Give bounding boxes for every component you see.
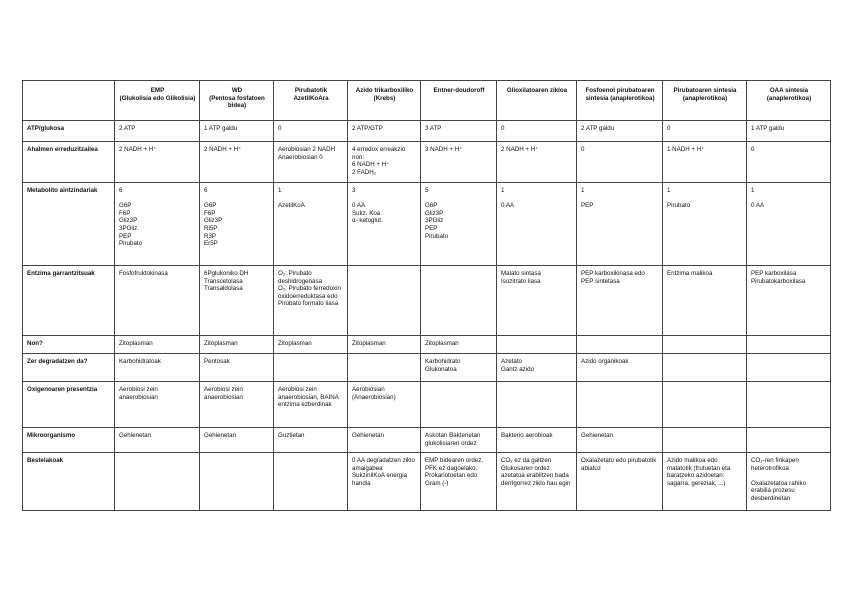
table-cell: 2 ATP galdu	[577, 121, 663, 142]
row-label: ATP/glukosa	[23, 121, 115, 142]
table-row	[23, 266, 831, 336]
column-header: Pirubatoaren sintesia (anaplerotikoa)	[663, 81, 747, 121]
table-cell: Azetato Gantz azido	[497, 354, 577, 382]
table-cell: 6 G6P F6P Gliz3P Ri5P R3P Er5P	[200, 183, 274, 266]
table-cell: Aerobiosi zein anaerobiosian	[115, 382, 200, 428]
row-label: Ahalmen erreduzitzailea	[23, 142, 115, 183]
table-cell: 3 ATP	[421, 121, 497, 142]
table-cell: Zitoplasman	[115, 336, 200, 354]
table-cell: Karbohidratoak	[115, 354, 200, 382]
table-cell	[663, 382, 747, 428]
column-header: Fosfoenol pirubatoaren sintesia (anaplerotikoa)	[577, 81, 663, 121]
column-header: Entner-doudoroff	[421, 81, 497, 121]
table-cell: 0	[274, 121, 348, 142]
table-cell: 6 G6P F6P Gliz3P 3PGliz. PEP Pirubato	[115, 183, 200, 266]
table-cell: 6Pglukoniko DH Transcetolasa Transaldolasa	[200, 266, 274, 336]
table-cell: 0	[747, 142, 831, 183]
table-cell: 1 AzetilKoA	[274, 183, 348, 266]
table-cell: Bakterio aerobioak	[497, 428, 577, 453]
table-cell: 1 ATP galdu	[200, 121, 274, 142]
table-cell: 5 G6P Gliz3P 3PGliz PEP Pirubato	[421, 183, 497, 266]
table-cell	[747, 428, 831, 453]
table-cell: Aerobiosi zein anaerobiosian	[200, 382, 274, 428]
table-cell: 1 NADH + H⁺	[663, 142, 747, 183]
table-cell: Malato sintasa Isozitrato liasa	[497, 266, 577, 336]
table-cell: 0	[577, 142, 663, 183]
table-cell: PEP karboxikinasa edo PEP sintetasa	[577, 266, 663, 336]
column-header: Pirubatotik AzetilKoAra	[274, 81, 348, 121]
table-cell	[577, 336, 663, 354]
metabolic-pathways-table	[22, 80, 831, 511]
table-cell: Zitoplasman	[200, 336, 274, 354]
table-cell	[577, 382, 663, 428]
table-cell	[348, 354, 421, 382]
table-cell	[348, 266, 421, 336]
row-label: Non?	[23, 336, 115, 354]
table-cell: 1 PEP	[577, 183, 663, 266]
table-cell	[663, 336, 747, 354]
table-cell: 1 Pirubato	[663, 183, 747, 266]
table-cell: Aerobiosian (Anaerobiosian)	[348, 382, 421, 428]
table-cell: 0	[663, 121, 747, 142]
table-row	[23, 121, 831, 142]
table-cell: 2 NADH + H⁺	[115, 142, 200, 183]
table-cell: Askotan Bakterietan glukolisiaren ordez	[421, 428, 497, 453]
column-header: Glioxilatoaren zikloa	[497, 81, 577, 121]
table-cell: 4 erredox erreakzio non: 6 NADH + H⁺ 2 FADH₂	[348, 142, 421, 183]
table-cell: 1 ATP galdu	[747, 121, 831, 142]
table-cell: 0	[497, 121, 577, 142]
table-header-row	[23, 81, 831, 121]
table-cell: Azido organikoak	[577, 354, 663, 382]
table-row	[23, 336, 831, 354]
table-row	[23, 354, 831, 382]
column-header: Azido trikarboxiliko (Krebs)	[348, 81, 421, 121]
table-cell: Aerobiosi zein anaerobiosian, BAINA entzima ezberdinak	[274, 382, 348, 428]
table-cell: 2 NADH + H⁺	[497, 142, 577, 183]
table-cell: Zitoplasman	[421, 336, 497, 354]
table-cell	[200, 453, 274, 511]
row-label: Mikroorganismo	[23, 428, 115, 453]
table-cell: EMP bidearen ordez, PFK ez dagoelako. Prokariotoetan edo Gram (-)	[421, 453, 497, 511]
table-cell	[497, 336, 577, 354]
column-header	[23, 81, 115, 121]
table-row	[23, 142, 831, 183]
table-row	[23, 428, 831, 453]
column-header: OAA sintesia (anaplerotikoa)	[747, 81, 831, 121]
table-cell: Fosfofruktokinasa	[115, 266, 200, 336]
table-cell	[747, 354, 831, 382]
table-cell: Oxalazetato edo pirubatotik abiatuz	[577, 453, 663, 511]
table-row	[23, 453, 831, 511]
table-cell: 1 0 AA	[497, 183, 577, 266]
table-cell: 0 AA degradatzen ziklo amaigabea SukzinilKoA energia handia	[348, 453, 421, 511]
table-cell	[274, 354, 348, 382]
table-cell	[747, 382, 831, 428]
column-header: EMP (Glukolisia edo Glikolisia)	[115, 81, 200, 121]
table-cell: 2 NADH + H⁺	[200, 142, 274, 183]
table-cell: CO₂ ez da galtzen Glukosaren ordez azetatoa erabiltzen bada derrigorrez ziklo hau egin	[497, 453, 577, 511]
table-cell: Entzima malikoa	[663, 266, 747, 336]
table-row	[23, 183, 831, 266]
table-cell: PEP karboxilasa Pirubatokarboxilasa	[747, 266, 831, 336]
table-cell	[663, 428, 747, 453]
table-cell: CO₂-ren finkapen heterotrofikoa Oxalazetatoa rahiko erabilia prozesu desberdinetan	[747, 453, 831, 511]
table-cell: Gehienetan	[115, 428, 200, 453]
row-label: Bestelakoak	[23, 453, 115, 511]
table-cell	[421, 382, 497, 428]
table-cell	[747, 336, 831, 354]
table-cell: 2 ATP	[115, 121, 200, 142]
table-cell: 3 NADH + H⁺	[421, 142, 497, 183]
table-cell: Karbohidrato Glukonatoa	[421, 354, 497, 382]
table-cell: 3 0 AA Sukz. Koa α- ketoglut.	[348, 183, 421, 266]
table-cell: Pentosak	[200, 354, 274, 382]
table-cell: 1 0 AA	[747, 183, 831, 266]
table-cell	[663, 354, 747, 382]
table-cell: Zitoplasman	[348, 336, 421, 354]
table-cell: Aerobiosian 2 NADH Anaerobiosian 0	[274, 142, 348, 183]
table-cell: Zitoplasman	[274, 336, 348, 354]
table-cell: Gehienetan	[200, 428, 274, 453]
row-label: Entzima garrantzitsuak	[23, 266, 115, 336]
row-label: Oxigenoaren presentzia	[23, 382, 115, 428]
row-label: Zer degradatzen da?	[23, 354, 115, 382]
table-row	[23, 382, 831, 428]
table-cell	[274, 453, 348, 511]
table-cell: Gehienetan	[577, 428, 663, 453]
table-cell	[421, 266, 497, 336]
row-label: Metabolito aintzindariak	[23, 183, 115, 266]
column-header: WD (Pentosa fosfatoen bidea)	[200, 81, 274, 121]
table-cell	[115, 453, 200, 511]
table-cell	[497, 382, 577, 428]
table-cell: Guztietan	[274, 428, 348, 453]
table-cell: Azido malikoa edo malatotik (frutuetan eta baratzeko azidoetan: sagarra, gereziak, ...)	[663, 453, 747, 511]
table-cell: 2 ATP/GTP	[348, 121, 421, 142]
table-cell: O₂: Pirubato deshidrogenasa O₂: Pirubato ferredoxin oxidoerreduktasa edo Pirubato formato liasa	[274, 266, 348, 336]
table-cell: Gehienetan	[348, 428, 421, 453]
